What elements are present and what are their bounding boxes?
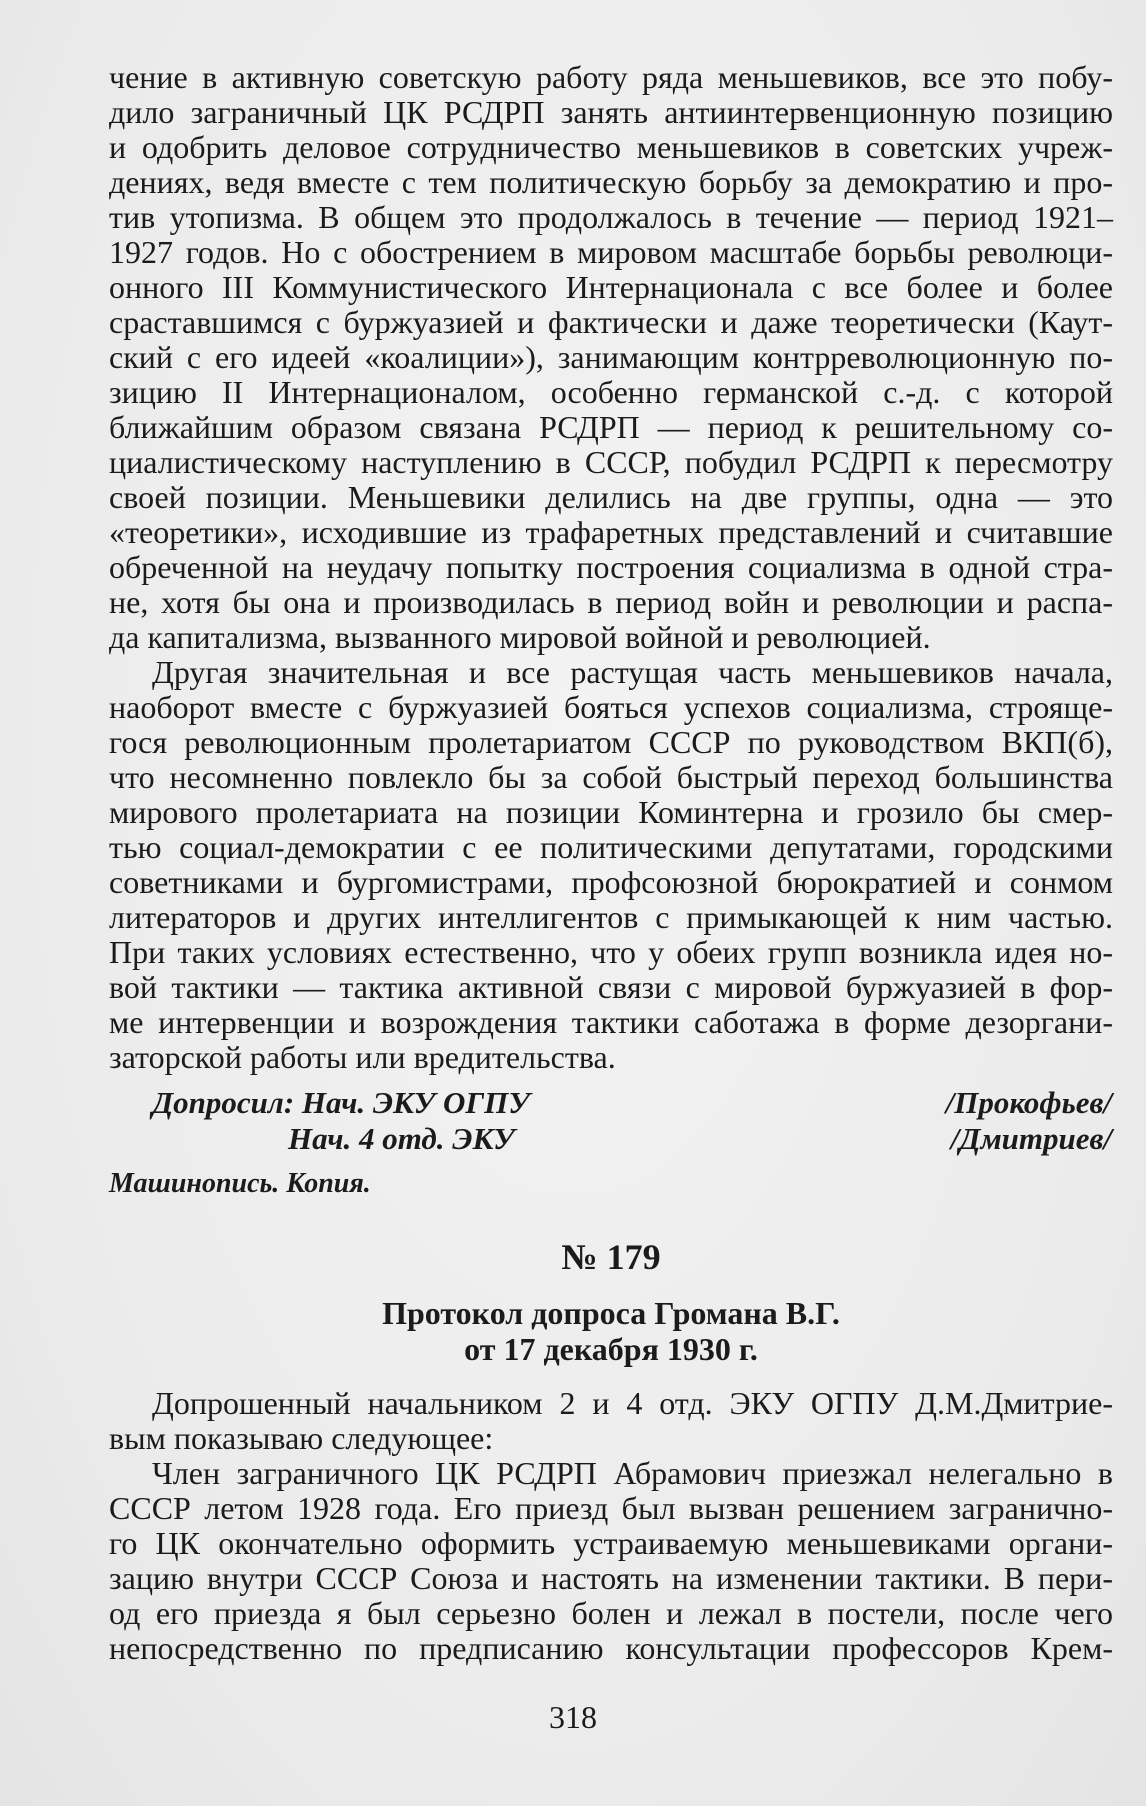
text-line: заторской работы или вредительства. [109, 1039, 616, 1075]
text-line: дениях, ведя вместе с тем политическую борьбу за демократию и про- [109, 164, 1113, 200]
interrogator-name-1: /Прокофьев/ [945, 1085, 1112, 1120]
interrogator-role-2: Нач. 4 отд. ЭКУ [288, 1121, 515, 1156]
paragraph-2 [109, 655, 1113, 1075]
text-line: и одобрить деловое сотрудничество меньшевиков в советских учреж- [109, 129, 1113, 165]
text-line: ский с его идеей «коалиции»), занимающим контрреволюционную по- [109, 339, 1113, 375]
text-line: сраставшимся с буржуазией и фактически и даже теоретически (Каут- [109, 304, 1113, 340]
document-number: № 179 [561, 1237, 661, 1277]
text-line: советниками и бургомистрами, профсоюзной бюрократией и сонмом [109, 864, 1113, 900]
text-line: непосредственно по предписанию консультации профессоров Крем- [109, 1630, 1113, 1666]
text-line: Член заграничного ЦК РСДРП Абрамович приезжал нелегально в [152, 1455, 1113, 1491]
document-date: от 17 декабря 1930 г. [464, 1331, 758, 1367]
interrogator-role-1: Допросил: Нач. ЭКУ ОГПУ [152, 1085, 530, 1120]
typescript-copy-note: Машинопись. Копия. [109, 1168, 371, 1199]
text-line: ближайшим образом связана РСДРП — период к решительному со- [109, 409, 1113, 445]
paragraph-1 [109, 60, 1113, 655]
text-line: чение в активную советскую работу ряда меньшевиков, все это побу- [109, 59, 1113, 95]
text-line: го ЦК окончательно оформить устраиваемую меньшевиками органи- [109, 1525, 1113, 1561]
paragraph-3 [109, 1386, 1113, 1456]
text-line: циалистическому наступлению в СССР, побудил РСДРП к пересмотру [109, 444, 1113, 480]
text-line: онного III Коммунистического Интернационала с все более и более [109, 269, 1113, 305]
text-line: да капитализма, вызванного мировой войной и революцией. [109, 619, 931, 655]
text-line: гося революционным пролетариатом СССР по руководством ВКП(б), [109, 724, 1113, 760]
text-line: обреченной на неудачу попытку построения социализма в одной стра- [109, 549, 1113, 585]
text-line: СССР летом 1928 года. Его приезд был вызван решением загранично- [109, 1490, 1113, 1526]
text-line: что несомненно повлекло бы за собой быстрый переход большинства [109, 759, 1113, 795]
document-title: Протокол допроса Громана В.Г. [382, 1295, 840, 1331]
text-line: тью социал-демократии с ее политическими депутатами, городскими [109, 829, 1113, 865]
text-line: од его приезда я был серьезно болен и лежал в постели, после чего [109, 1595, 1113, 1631]
interrogator-name-2: /Дмитриев/ [950, 1121, 1112, 1156]
text-line: «теоретики», исходившие из трафаретных представлений и считавшие [109, 514, 1113, 550]
text-line: зацию внутри СССР Союза и настоять на изменении тактики. В пери- [109, 1560, 1113, 1596]
text-line: мирового пролетариата на позиции Коминтерна и грозило бы смер- [109, 794, 1113, 830]
text-line: литераторов и других интеллигентов с примыкающей к ним частью. [109, 899, 1113, 935]
text-line: не, хотя бы она и производилась в период войн и революции и распа- [109, 584, 1113, 620]
text-line: своей позиции. Меньшевики делились на две группы, одна — это [109, 479, 1113, 515]
page-number: 318 [549, 1699, 597, 1735]
text-line: Другая значительная и все растущая часть меньшевиков начала, [152, 654, 1113, 690]
text-line: 1927 годов. Но с обострением в мировом масштабе борьбы революци- [109, 234, 1113, 270]
text-line: вой тактики — тактика активной связи с мировой буржуазией в фор- [109, 969, 1113, 1005]
text-line: ме интервенции и возрождения тактики саботажа в форме дезоргани- [109, 1004, 1113, 1040]
text-line: вым показываю следующее: [109, 1420, 494, 1456]
paragraph-4 [109, 1456, 1113, 1666]
text-line: наоборот вместе с буржуазией бояться успехов социализма, строяще- [109, 689, 1113, 725]
text-line: Допрошенный начальником 2 и 4 отд. ЭКУ ОГПУ Д.М.Дмитрие- [152, 1385, 1113, 1421]
text-line: При таких условиях естественно, что у обеих групп возникла идея но- [109, 934, 1113, 970]
text-line: тив утопизма. В общем это продолжалось в течение — период 1921– [109, 199, 1113, 235]
text-line: зицию II Интернационалом, особенно германской с.-д. с которой [109, 374, 1113, 410]
text-line: дило заграничный ЦК РСДРП занять антиинтервенционную позицию [109, 94, 1113, 130]
